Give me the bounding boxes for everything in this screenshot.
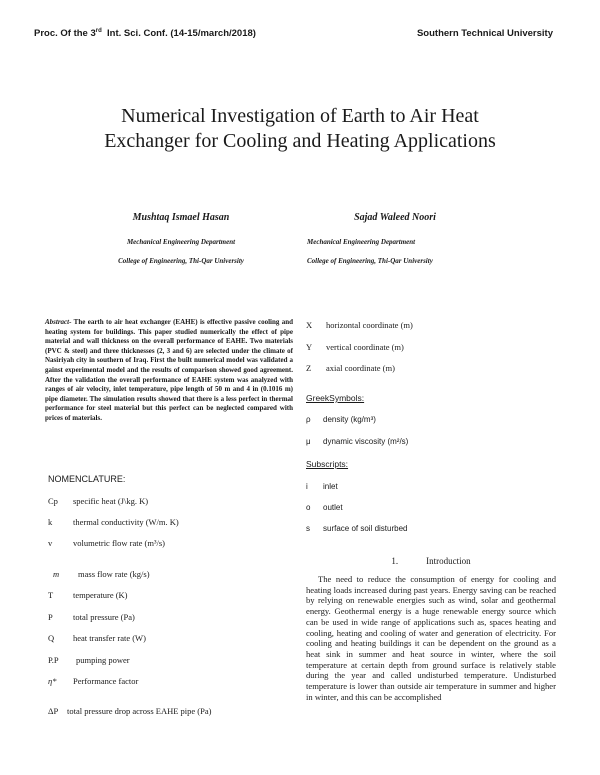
title-line-2: Exchanger for Cooling and Heating Applications [104,130,496,152]
definition: inlet [323,482,338,491]
symbol: Z [306,363,312,373]
definition: outlet [323,503,343,512]
subscripts-heading: Subscripts: [306,459,349,469]
title-line-1: Numerical Investigation of Earth to Air Heat [121,105,479,127]
symbol: μ [306,437,311,446]
section-title: Introduction [426,556,471,566]
conference-prefix: Proc. Of the 3 [34,28,96,40]
author-name: Sajad Waleed Noori [354,212,436,223]
definition: vertical coordinate (m) [326,342,404,352]
definition: heat transfer rate (W) [73,633,146,643]
nomenclature-heading: NOMENCLATURE: [48,474,126,484]
symbol: ΔP [48,706,59,716]
definition: thermal conductivity (W/m. K) [73,517,179,527]
section-number: 1. [391,556,399,566]
definition: specific heat (J\kg. K) [73,496,149,506]
definition: pumping power [76,655,130,665]
conference-suffix: Int. Sci. Conf. (14-15/march/2018) [101,28,256,40]
introduction-heading [306,556,556,566]
abstract-label: Abstract- [45,318,72,326]
symbol: m [53,569,60,579]
symbol: ρ [306,415,311,424]
greek-symbols-heading: GreekSymbols: [306,393,365,403]
abstract-text: The earth to air heat exchanger (EAHE) is effective passive cooling and heating system for buildings. This paper studied numerically the effect of pipe material and wall thickness on the overall performance of EAHE. Two materials (PVC & steel) and three thicknesses (2, 3 and 6) are selected under the climate of Nasiriyah city in southern of Iraq. First the built numerical model was validated a gainst experimental model and the results of comparison showed good agreement. After the validation the overall performance of EAHE system was analyzed with ranges of air velocity, inlet temperature, pipe length of 50 m and 4 in (0.1016 m) pipe diameter. The simulation results showed that there is a less perfect in thermal performance for steel material but this perfect can be neglected compared with prices of materials. [45,318,293,422]
definition: total pressure drop across EAHE pipe (Pa) [67,706,212,716]
author-department: Mechanical Engineering Department [307,238,416,246]
definition: temperature (K) [73,590,128,600]
definition: total pressure (Pa) [73,612,135,622]
definition: density (kg/m³) [323,415,376,424]
symbol: Y [306,342,313,352]
author-department: Mechanical Engineering Department [126,238,236,246]
introduction-text: The need to reduce the consumption of energy for cooling and heating loads increased during past years. Energy saving can be reached by relying on renewable energies such as wind, solar and geothermal energy. Geothermal energy is a huge renewable energy source which can be used in wide range of applications such as, spaces heating and cooling, heating and cooling of water and generation of electricity. For cooling and heating buildings it can be dependent on the ground as a heat sink in summer and heat source in winter, where the soil temperature at certain depth from ground surface is relatively stable during the year and called undisturbed temperature. Undisturbed temperature is lower than outside air temperature in summer and higher in winter, and this can be accomplished [306,574,556,702]
ordinal-sup: rd [95,28,102,34]
university-header: Southern Technical University [416,28,553,39]
symbol: P.P [48,655,59,665]
abstract [45,318,293,424]
author-block-1 [86,212,276,265]
symbol: v [48,538,53,548]
symbol: X [306,320,313,330]
definition: dynamic viscosity (m²/s) [323,437,409,446]
definition: axial coordinate (m) [326,363,395,373]
definition: Performance factor [73,676,139,686]
symbol: T [48,590,54,600]
symbol: P [48,612,53,622]
definition: horizontal coordinate (m) [326,320,413,330]
symbol: i [306,482,308,491]
author-college: College of Engineering, Thi-Qar University [307,257,433,265]
author-block-2 [300,212,490,265]
symbol: s [306,524,310,533]
symbol: Cp [48,496,58,506]
symbol: Q [48,633,55,643]
definition: surface of soil disturbed [323,524,408,533]
symbol: k [48,517,53,527]
symbol: η* [48,676,57,686]
paper-title [0,104,600,154]
symbol: o [306,503,311,512]
author-name: Mushtaq Ismael Hasan [132,212,230,223]
author-college: College of Engineering, Thi-Qar University [118,257,244,265]
conference-header [34,28,256,39]
definition: volumetric flow rate (m³/s) [73,538,166,548]
definition: mass flow rate (kg/s) [78,569,150,579]
